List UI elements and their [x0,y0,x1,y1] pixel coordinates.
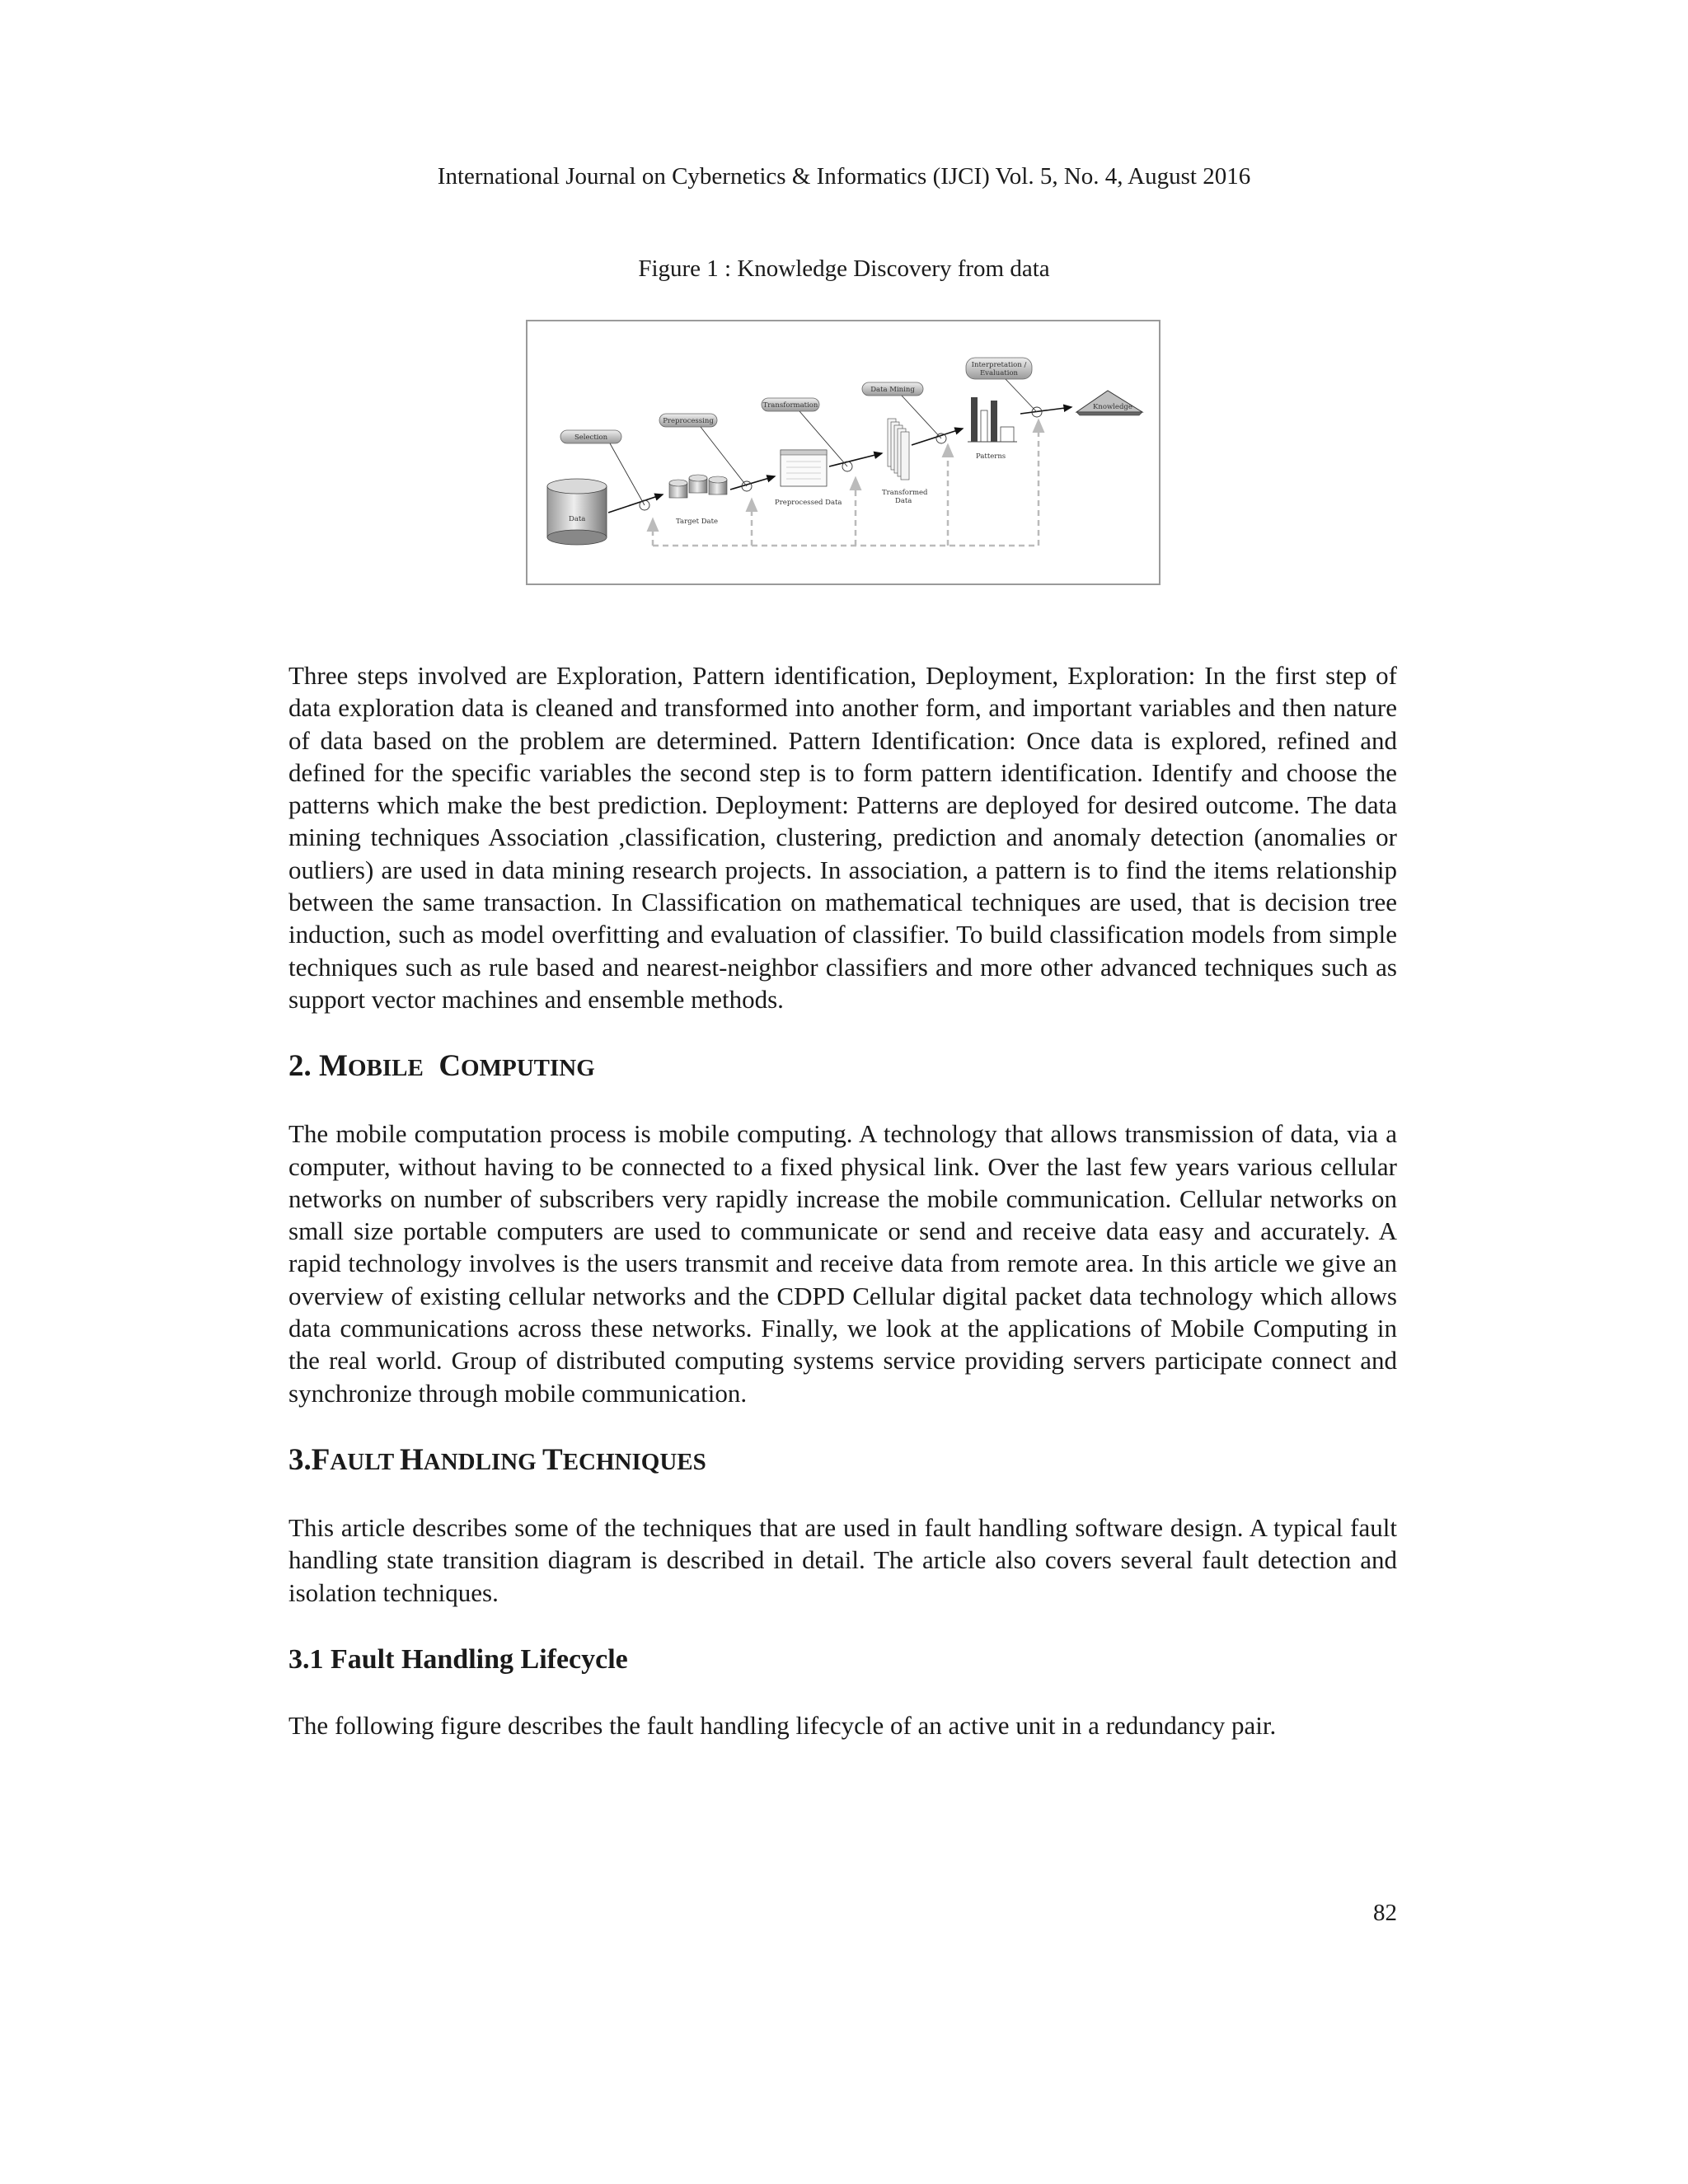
step-transformation [762,398,819,411]
label-transformed-data: Data [895,497,912,505]
body-content [288,659,1397,1741]
figure-caption: Figure 1 : Knowledge Discovery from data [638,255,1050,282]
label-target-data: Target Date [676,518,719,526]
transformed-data-icon [882,419,928,505]
step-selection [560,430,621,443]
journal-header: International Journal on Cybernetics & Informatics (IJCI) Vol. 5, No. 4, August 2016 [437,163,1251,190]
label-evaluation: Evaluation [979,369,1019,377]
label-knowledge: Knowledge [1093,403,1132,411]
label-interpretation: Interpretation / [971,361,1027,369]
page-number: 82 [1373,1900,1397,1926]
intro-paragraph: Three steps involved are Exploration, Pattern identification, Deployment, Exploration: In the first step of data exploration data is cleaned and transformed into another form, and important variables and then nature of data based on the problem are determined. Pattern Identification: Once data is explored, refined and defined for the specific variables the second step is to form pattern identification. Identify and choose the patterns which make the best prediction. Deployment: Patterns are deployed for desired outcome. The data mining techniques Association ,classification, clustering, prediction and anomaly detection (anomalies or outliers) are used in data mining research projects. In association, a pattern is to find the items relationship between the same transaction. In Classification on mathematical techniques are used, that is decision tree induction, such as model overfitting and evaluation of classifier. To build classification models from simple techniques such as rule based and nearest-neighbor classifiers and more other advanced techniques such as support vector machines and ensemble methods. [288,661,1397,1014]
target-data-icon [669,475,727,526]
step-interpretation [966,358,1032,379]
fault-handling-heading: 3.FAULT HANDLING TECHNIQUES [288,1442,706,1477]
label-patterns: Patterns [976,452,1006,461]
patterns-icon [968,397,1017,461]
label-data-mining: Data Mining [870,386,915,394]
knowledge-pyramid [1076,391,1142,415]
label-selection: Selection [574,434,608,442]
label-transformation: Transformation [762,401,818,410]
data-cylinder [547,479,607,545]
preprocessed-data-icon [775,450,842,507]
label-data: Data [569,515,586,523]
lifecycle-heading: 3.1 Fault Handling Lifecycle [288,1643,628,1675]
mobile-computing-heading: 2. MOBILE COMPUTING [288,1049,595,1084]
kdd-process-figure [526,320,1160,585]
step-data-mining [862,382,923,396]
fault-handling-paragraph: This article describes some of the techniques that are used in fault handling software design. A typical fault handling state transition diagram is described in detail. The article also covers several fault detection and isolation techniques. [288,1512,1397,1607]
label-transformed: Transformed [882,489,928,497]
mobile-computing-paragraph: The mobile computation process is mobile computing. A technology that allows transmission of data, via a computer, without having to be connected to a fixed physical link. Over the last few years various cellular networks on number of subscribers very rapidly increase the mobile communication. Cellular networks on small size portable computers are used to communicate or send and receive data easy and accurately. A rapid technology involves is the users transmit and receive data from remote area. In this article we give an overview of existing cellular networks and the CDPD Cellular digital packet data technology which allows data communications across these networks. Finally, we look at the applications of Mobile Computing in the real world. Group of distributed computing systems service providing servers participate connect and synchronize through mobile communication. [288,1119,1397,1408]
lifecycle-paragraph: The following figure describes the fault handling lifecycle of an active unit in a redundancy pair. [288,1710,1277,1740]
kdd-diagram [528,321,1159,583]
label-preprocessing: Preprocessing [663,417,714,425]
step-preprocessing [659,414,717,427]
label-preprocessed-data: Preprocessed Data [775,499,842,507]
